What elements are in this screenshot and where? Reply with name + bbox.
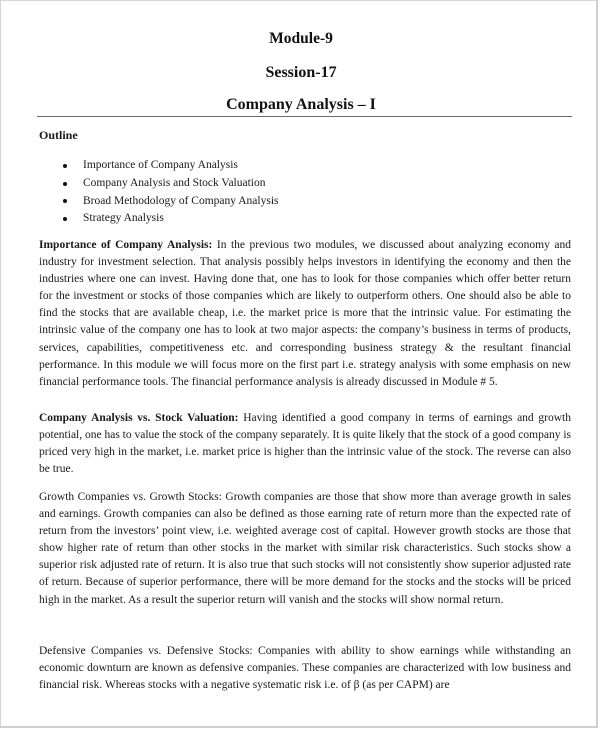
outline-item-label: Broad Methodology of Company Analysis [83,194,279,207]
bullet-icon [63,182,67,186]
outline-item [59,175,279,193]
paragraph-valuation [39,410,571,478]
outline-item-label: Importance of Company Analysis [83,159,238,171]
outline-item-label: Company Analysis and Stock Valuation [83,176,266,189]
outline-item [59,193,279,211]
outline-item [59,157,279,175]
outline-list [59,157,279,228]
paragraph-defensive [39,643,571,694]
bullet-icon [63,199,67,203]
paragraph-text: In the previous two modules, we discussed about analyzing economy and industry for investment selection. That analysis possibly helps investors in identifying the economy and then the industries where one can invest. Having done that, one has to look for those companies which offer better return for the investment or stocks of those companies which are likely to outperform others. One should also be able to find the stocks that are available cheap, i.e. the market price is more that the intrinsic value. For estimating the intrinsic value of the company one has to look at two major aspects: the company’s business in terms of products, services, capabilities, competitiveness etc. and corresponding business strategy & the resultant financial performance. In this module we will focus more on the first part i.e. strategy analysis with some emphasis on new financial performance tools. The financial performance analysis is already discussed in Module # 5. [39,239,571,388]
paragraph-text: Growth Companies vs. Growth Stocks: Growth companies are those that show more than average growth in sales and earnings. Growth companies can also be defined as those earning rate of return more than the expected rate of return from the investors’ point view, i.e. weighted average cost of capital. However growth stocks are those that show higher rate of return than other stocks in the market with similar risk characteristics. Such stocks show a superior risk adjusted rate of return. It is also true that such stocks will not consistently show superior adjusted rate of return. Because of superior performance, there will be more demand for the stocks and the stocks will be priced high in the market. As a result the superior return will vanish and the stocks will show normal return. [39,491,571,606]
session-heading: Session-17 [265,64,337,81]
outline-item-label: Strategy Analysis [83,212,164,225]
paragraph-text: Having identified a good company in terms of earnings and growth potential, one has to value the stock of the company separately. It is quite likely that the stock of a good company is priced very high in the market, i.e. market price is higher than the intrinsic value of the stock. The reverse can also be true. [39,412,571,476]
page-title: Company Analysis – I [226,96,376,113]
paragraph-lead: Company Analysis vs. Stock Valuation: [39,412,239,424]
paragraph-lead: Importance of Company Analysis: [39,239,213,251]
paragraph-text: Defensive Companies vs. Defensive Stocks: Companies with ability to show earnings while withstanding an economic downturn are known as defensive companies. These companies are characterized with low business and financial risk. Whereas stocks with a negative systematic risk i.e. of β (as per CAPM) are [39,645,571,692]
module-heading: Module-9 [269,30,333,47]
title-divider [37,116,572,117]
bullet-icon [63,217,67,221]
bullet-icon [63,164,67,168]
paragraph-growth [39,489,571,609]
outline-item [59,210,279,228]
paragraph-importance [39,237,571,391]
outline-label: Outline [39,128,78,142]
